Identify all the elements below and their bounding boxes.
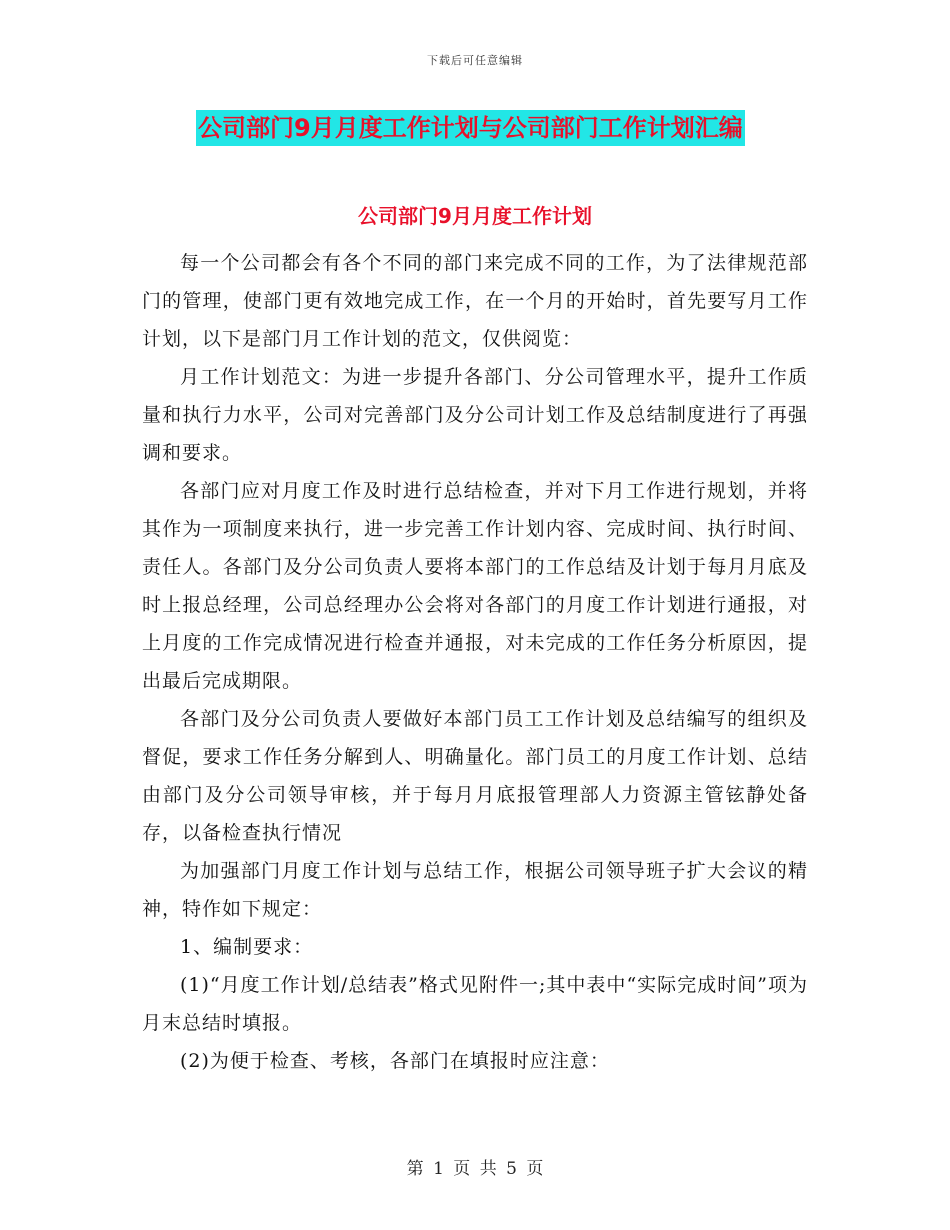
paragraph: 为加强部门月度工作计划与总结工作，根据公司领导班子扩大会议的精神，特作如下规定： xyxy=(142,860,808,920)
paragraph: 月工作计划范文：为进一步提升各部门、分公司管理水平，提升工作质量和执行力水平，公司对完善部门及分公司计划工作及总结制度进行了再强调和要求。 xyxy=(142,366,808,464)
section-title: 公司部门9月月度工作计划 xyxy=(358,204,592,228)
paragraph: 各部门应对月度工作及时进行总结检查，并对下月工作进行规划，并将其作为一项制度来执行，进一步完善工作计划内容、完成时间、执行时间、责任人。各部门及分公司负责人要将本部门的工作总结及计划于每月月底及时上报总经理，公司总经理办公会将对各部门的月度工作计划进行通报，对上月度的工作完成情况进行检查并通报，对未完成的工作任务分析原因，提出最后完成期限。 xyxy=(142,480,808,692)
document-main-title: 公司部门9月月度工作计划与公司部门工作计划汇编 xyxy=(196,110,745,146)
paragraph: 每一个公司都会有各个不同的部门来完成不同的工作，为了法律规范部门的管理，使部门更有效地完成工作，在一个月的开始时，首先要写月工作计划，以下是部门月工作计划的范文，仅供阅览： xyxy=(142,252,808,350)
header-note: 下载后可任意编辑 xyxy=(427,54,523,67)
paragraph: 1、编制要求： xyxy=(180,936,314,958)
page-number: 第 1 页 共 5 页 xyxy=(406,1159,544,1179)
document-body xyxy=(142,244,808,1080)
paragraph: (1)“月度工作计划/总结表”格式见附件一;其中表中“实际完成时间”项为月末总结时填报。 xyxy=(142,974,808,1034)
paragraph: 各部门及分公司负责人要做好本部门员工工作计划及总结编写的组织及督促，要求工作任务分解到人、明确量化。部门员工的月度工作计划、总结由部门及分公司领导审核，并于每月月底报管理部人力资源主管铉静处备存，以备检查执行情况 xyxy=(142,708,808,844)
paragraph: (2)为便于检查、考核，各部门在填报时应注意： xyxy=(180,1050,610,1072)
